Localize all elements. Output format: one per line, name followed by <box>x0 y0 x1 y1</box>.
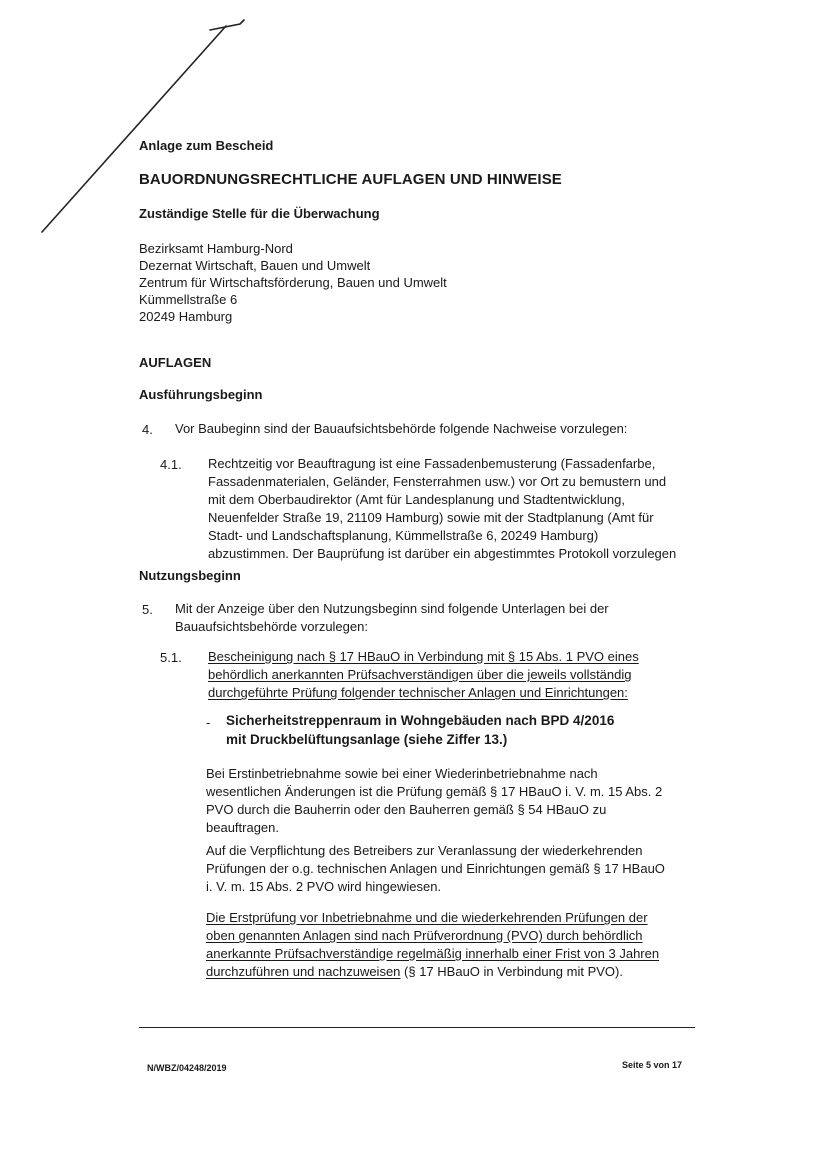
text-line: mit dem Oberbaudirektor (Amt für Landesplanung und Stadtentwicklung, <box>208 492 625 507</box>
text-line: Stadt- und Landschaftsplanung, Kümmellstraße 6, 20249 Hamburg) <box>208 528 599 543</box>
text-line: Auf die Verpflichtung des Betreibers zur Veranlassung der wiederkehrenden <box>206 843 643 858</box>
address-line: 20249 Hamburg <box>139 309 233 324</box>
text-line: abzustimmen. Der Bauprüfung ist darüber ein abgestimmtes Protokoll vorzulegen <box>208 546 677 561</box>
item-number: 5. <box>142 602 153 617</box>
item-text-5-1 <box>208 648 639 702</box>
text-line <box>206 963 676 981</box>
text-line: oben genannten Anlagen sind nach Prüfverordnung (PVO) durch behördlich <box>206 928 643 943</box>
subheading-nutzungsbeginn: Nutzungsbeginn <box>139 568 241 583</box>
address-line: Kümmellstraße 6 <box>139 292 238 307</box>
text-line: Bauaufsichtsbehörde vorzulegen: <box>175 619 368 634</box>
text-line: mit Druckbelüftungsanlage (siehe Ziffer 13.) <box>226 732 508 747</box>
section-heading-auflagen: AUFLAGEN <box>139 355 212 370</box>
text-tail: (§ 17 HBauO in Verbindung mit PVO). <box>400 964 623 979</box>
text-line: Fassadenmaterialen, Geländer, Fensterrahmen usw.) vor Ort zu bemustern und <box>208 474 667 489</box>
text-line: Bescheinigung nach § 17 HBauO in Verbindung mit § 15 Abs. 1 PVO eines <box>208 649 639 664</box>
item-number: 4. <box>142 422 153 437</box>
address-block <box>139 240 447 325</box>
text-line: Die Erstprüfung vor Inbetriebnahme und die wiederkehrenden Prüfungen der <box>206 910 648 925</box>
responsible-office-heading: Zuständige Stelle für die Überwachung <box>139 206 380 221</box>
paragraph-erstpruefung <box>206 909 676 981</box>
footer-page-number: Seite 5 von 17 <box>622 1060 683 1070</box>
footer-divider <box>139 1027 695 1028</box>
item-text-5 <box>175 600 609 636</box>
item-number: 5.1. <box>160 650 182 665</box>
text-line: Prüfungen der o.g. technischen Anlagen und Einrichtungen gemäß § 17 HBauO <box>206 861 665 876</box>
paragraph-verpflichtung <box>206 842 676 896</box>
item-text-4-1 <box>208 455 688 563</box>
text-line: i. V. m. 15 Abs. 2 PVO wird hingewiesen. <box>206 879 442 894</box>
text-line: Sicherheitstreppenraum in Wohngebäuden nach BPD 4/2016 <box>226 713 615 728</box>
text-line: anerkannte Prüfsachverständige regelmäßig innerhalb einer Frist von 3 Jahren <box>206 946 660 961</box>
subheading-ausfuehrungsbeginn: Ausführungsbeginn <box>139 387 263 402</box>
text-line: durchgeführte Prüfung folgender technischer Anlagen und Einrichtungen: <box>208 685 628 700</box>
document-title: BAUORDNUNGSRECHTLICHE AUFLAGEN UND HINWEISE <box>139 171 562 188</box>
bullet-item-title <box>226 711 614 749</box>
footer-reference: N/WBZ/04248/2019 <box>147 1063 227 1073</box>
text-line: PVO durch die Bauherrin oder den Bauherren gemäß § 54 HBauO zu <box>206 802 607 817</box>
text-line: Rechtzeitig vor Beauftragung ist eine Fassadenbemusterung (Fassadenfarbe, <box>208 456 656 471</box>
text-line: Neuenfelder Straße 19, 21109 Hamburg) sowie mit der Stadtplanung (Amt für <box>208 510 654 525</box>
item-number: 4.1. <box>160 457 182 472</box>
item-text: Vor Baubeginn sind der Bauaufsichtsbehörde folgende Nachweise vorzulegen: <box>175 421 628 436</box>
text-line: beauftragen. <box>206 820 280 835</box>
address-line: Bezirksamt Hamburg-Nord <box>139 241 293 256</box>
text-line: Bei Erstinbetriebnahme sowie bei einer Wiederinbetriebnahme nach <box>206 766 598 781</box>
paragraph-erstinbetriebnahme <box>206 765 676 837</box>
address-line: Zentrum für Wirtschaftsförderung, Bauen und Umwelt <box>139 275 447 290</box>
underlined-text: durchzuführen und nachzuweisen <box>206 964 401 979</box>
annex-label: Anlage zum Bescheid <box>139 138 274 153</box>
text-line: wesentlichen Änderungen ist die Prüfung gemäß § 17 HBauO i. V. m. 15 Abs. 2 <box>206 784 663 799</box>
address-line: Dezernat Wirtschaft, Bauen und Umwelt <box>139 258 371 273</box>
text-line: behördlich anerkannten Prüfsachverständigen über die jeweils vollständig <box>208 667 632 682</box>
text-line: Mit der Anzeige über den Nutzungsbeginn sind folgende Unterlagen bei der <box>175 601 609 616</box>
bullet-dash: - <box>206 715 211 730</box>
